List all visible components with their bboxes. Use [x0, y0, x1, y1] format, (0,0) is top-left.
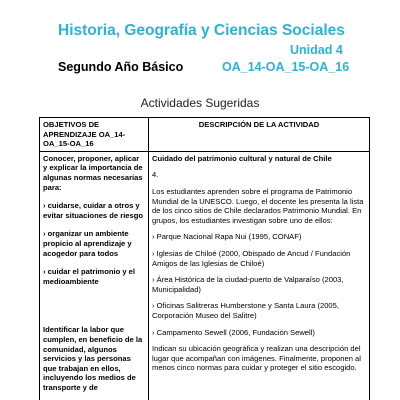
activity-intro: Los estudiantes aprenden sobre el programa de Patrimonio Mundial de la UNESCO. Luego, el docente les presenta la lista de los cinco sitios de Chile declarados Patrimonio Mundial. En grupos, los estudiantes investigan sobre uno de ellos: [152, 186, 364, 225]
objective-text: Identificar la labor que cumplen, en beneficio de la comunidad, algunos servicios y las personas que trabajan en ellos, incluyendo los medios de transporte y de [43, 325, 143, 392]
activity-number: 4. [152, 170, 159, 180]
page-title: Historia, Geografía y Ciencias Sociales [58, 22, 345, 39]
list-item: › Campamento Sewell (2006, Fundación Sewell) [152, 327, 315, 337]
list-item: › Parque Nacional Rapa Nui (1995, CONAF) [152, 232, 302, 242]
objectives-cell [40, 151, 149, 400]
description-header: DESCRIPCIÓN DE LA ACTIVIDAD [149, 118, 370, 152]
table-row [40, 151, 370, 400]
objective-bullet: › organizar un ambiente propicio al aprendizaje y acogedor para todos [43, 229, 132, 258]
activities-table [39, 117, 370, 400]
section-heading: Actividades Sugeridas [140, 96, 260, 110]
oa-codes: OA_14-OA_15-OA_16 [222, 60, 350, 74]
activity-closing: Indican su ubicación geográfica y realizan una descripción del lugar que acompañan con imágenes. Finalmente, proponen al menos cinco normas para cuidar y proteger el sitio escogido. [152, 344, 361, 373]
objective-bullet: › cuidar el patrimonio y el medioambiente [43, 267, 135, 286]
list-item: › Iglesias de Chiloé (2000, Obispado de Ancud / Fundación Amigos de las Iglesias de Chiloé) [152, 248, 351, 268]
objective-text: Conocer, proponer, aplicar y explicar la importancia de algunas normas necesarias para: [43, 153, 143, 192]
objectives-header: OBJETIVOS DE APRENDIZAJE OA_14-OA_15-OA_16 [40, 118, 149, 152]
list-item: › Área Histórica de la ciudad-puerto de Valparaíso (2003, Municipalidad) [152, 275, 344, 294]
grade-label: Segundo Año Básico [58, 60, 184, 74]
description-cell [149, 151, 370, 400]
list-item: › Oficinas Salitreras Humberstone y Santa Laura (2005, Corporación Museo del Salitre) [152, 301, 339, 320]
objective-bullet: › cuidarse, cuidar a otros y evitar situaciones de riesgo [43, 201, 144, 220]
spacer [43, 295, 145, 325]
unit-label: Unidad 4 [290, 43, 343, 57]
table-header-row [40, 118, 370, 152]
activity-title: Cuidado del patrimonio cultural y natural de Chile [152, 153, 332, 163]
